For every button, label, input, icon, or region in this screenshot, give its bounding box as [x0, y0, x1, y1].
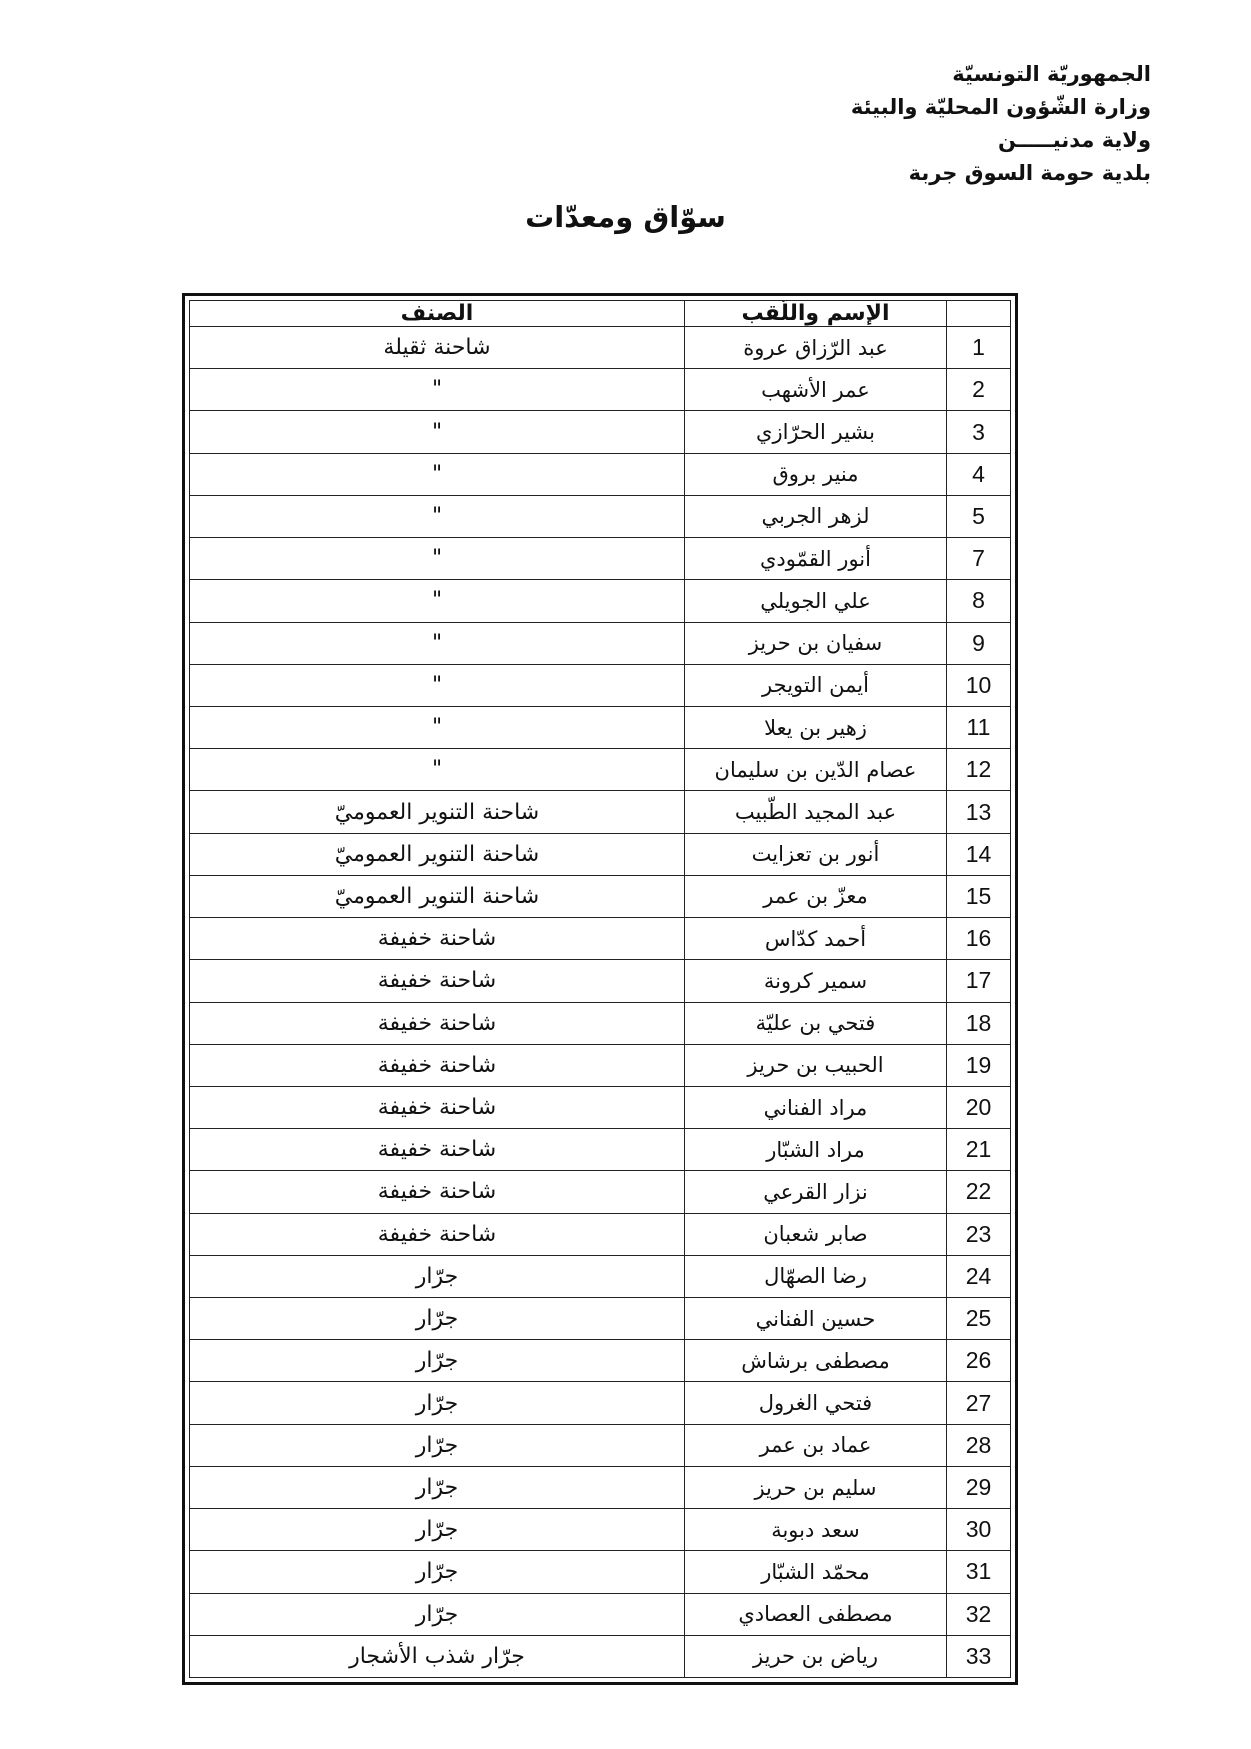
row-number: 32	[947, 1593, 1011, 1635]
table-row	[190, 1129, 1011, 1171]
table-row	[190, 1298, 1011, 1340]
row-name: عصام الدّين بن سليمان	[685, 749, 947, 791]
row-name: صابر شعبان	[685, 1213, 947, 1255]
table-row	[190, 1593, 1011, 1635]
row-name: الحبيب بن حريز	[685, 1044, 947, 1086]
row-name: عبد المجيد الطّبيب	[685, 791, 947, 833]
row-number: 27	[947, 1382, 1011, 1424]
row-number: 28	[947, 1424, 1011, 1466]
row-category: جرّار	[190, 1255, 685, 1297]
row-category: "	[190, 580, 685, 622]
row-name: منير بروق	[685, 453, 947, 495]
row-category: جرّار	[190, 1551, 685, 1593]
row-category: شاحنة خفيفة	[190, 1213, 685, 1255]
row-category: شاحنة خفيفة	[190, 1044, 685, 1086]
table-row	[190, 1635, 1011, 1677]
row-category: جرّار	[190, 1593, 685, 1635]
row-category: شاحنة التنوير العموميّ	[190, 833, 685, 875]
row-category: شاحنة خفيفة	[190, 1129, 685, 1171]
row-category: شاحنة التنوير العموميّ	[190, 791, 685, 833]
row-category: شاحنة خفيفة	[190, 960, 685, 1002]
row-number: 4	[947, 453, 1011, 495]
row-number: 20	[947, 1086, 1011, 1128]
table-row	[190, 960, 1011, 1002]
table-row	[190, 706, 1011, 748]
row-number: 11	[947, 706, 1011, 748]
row-name: عماد بن عمر	[685, 1424, 947, 1466]
table-row	[190, 875, 1011, 917]
table-body	[190, 327, 1011, 1678]
row-number: 30	[947, 1509, 1011, 1551]
column-header-number	[947, 301, 1011, 327]
table-row	[190, 918, 1011, 960]
row-name: بشير الحرّازي	[685, 411, 947, 453]
row-number: 25	[947, 1298, 1011, 1340]
row-category: "	[190, 369, 685, 411]
row-category: شاحنة خفيفة	[190, 1086, 685, 1128]
row-name: رضا الصهّال	[685, 1255, 947, 1297]
drivers-table-frame	[182, 293, 1018, 1685]
table-row	[190, 1551, 1011, 1593]
row-name: سعد دبوبة	[685, 1509, 947, 1551]
row-category: "	[190, 495, 685, 537]
row-name: أنور القمّودي	[685, 538, 947, 580]
table-row	[190, 1086, 1011, 1128]
row-number: 17	[947, 960, 1011, 1002]
row-category: "	[190, 538, 685, 580]
row-name: مراد الفناني	[685, 1086, 947, 1128]
table-row	[190, 495, 1011, 537]
row-name: عبد الرّزاق عروة	[685, 327, 947, 369]
column-header-name: الإسم واللّقب	[685, 301, 947, 327]
row-category: شاحنة ثقيلة	[190, 327, 685, 369]
row-number: 31	[947, 1551, 1011, 1593]
row-name: سمير كرونة	[685, 960, 947, 1002]
row-name: سفيان بن حريز	[685, 622, 947, 664]
row-category: شاحنة خفيفة	[190, 1171, 685, 1213]
column-header-category: الصنف	[190, 301, 685, 327]
table-row	[190, 1002, 1011, 1044]
table-row	[190, 1213, 1011, 1255]
row-category: جرّار	[190, 1466, 685, 1508]
document-title: سوّاق ومعدّات	[525, 200, 726, 234]
row-name: علي الجويلي	[685, 580, 947, 622]
row-category: "	[190, 706, 685, 748]
row-number: 8	[947, 580, 1011, 622]
row-name: محمّد الشبّار	[685, 1551, 947, 1593]
row-category: جرّار	[190, 1298, 685, 1340]
row-category: جرّار	[190, 1382, 685, 1424]
letterhead-line-republic: الجمهوريّة التونسيّة	[952, 62, 1151, 86]
row-category: جرّار	[190, 1509, 685, 1551]
row-name: نزار القرعي	[685, 1171, 947, 1213]
row-name: أيمن التويجر	[685, 664, 947, 706]
table-row	[190, 1171, 1011, 1213]
row-number: 21	[947, 1129, 1011, 1171]
row-number: 10	[947, 664, 1011, 706]
row-name: مصطفى برشاش	[685, 1340, 947, 1382]
row-number: 14	[947, 833, 1011, 875]
table-row	[190, 1255, 1011, 1297]
row-category: "	[190, 749, 685, 791]
table-row	[190, 453, 1011, 495]
row-category: جرّار	[190, 1340, 685, 1382]
row-category: جرّار شذب الأشجار	[190, 1635, 685, 1677]
row-name: حسين الفناني	[685, 1298, 947, 1340]
table-row	[190, 1424, 1011, 1466]
row-number: 5	[947, 495, 1011, 537]
table-row	[190, 1044, 1011, 1086]
row-name: سليم بن حريز	[685, 1466, 947, 1508]
row-number: 2	[947, 369, 1011, 411]
row-number: 24	[947, 1255, 1011, 1297]
table-row	[190, 622, 1011, 664]
table-row	[190, 833, 1011, 875]
table-row	[190, 327, 1011, 369]
row-category: شاحنة التنوير العموميّ	[190, 875, 685, 917]
row-category: "	[190, 411, 685, 453]
row-name: زهير بن يعلا	[685, 706, 947, 748]
row-category: جرّار	[190, 1424, 685, 1466]
table-row	[190, 1340, 1011, 1382]
row-number: 9	[947, 622, 1011, 664]
table-header-row	[190, 301, 1011, 327]
letterhead-line-ministry: وزارة الشّؤون المحليّة والبيئة	[850, 95, 1151, 119]
row-number: 26	[947, 1340, 1011, 1382]
row-name: مصطفى العصادي	[685, 1593, 947, 1635]
row-category: "	[190, 664, 685, 706]
table-row	[190, 580, 1011, 622]
row-category: شاحنة خفيفة	[190, 918, 685, 960]
row-number: 23	[947, 1213, 1011, 1255]
row-number: 22	[947, 1171, 1011, 1213]
letterhead-line-governorate: ولاية مدنيـــــن	[998, 128, 1151, 152]
row-number: 3	[947, 411, 1011, 453]
letterhead-line-municipality: بلدية حومة السوق جربة	[908, 161, 1151, 185]
row-category: شاحنة خفيفة	[190, 1002, 685, 1044]
row-number: 12	[947, 749, 1011, 791]
table-row	[190, 1509, 1011, 1551]
row-number: 7	[947, 538, 1011, 580]
table-row	[190, 664, 1011, 706]
table-row	[190, 369, 1011, 411]
row-name: مراد الشبّار	[685, 1129, 947, 1171]
table-row	[190, 411, 1011, 453]
row-name: فتحي بن عليّة	[685, 1002, 947, 1044]
row-number: 18	[947, 1002, 1011, 1044]
row-name: عمر الأشهب	[685, 369, 947, 411]
table-row	[190, 538, 1011, 580]
row-category: "	[190, 453, 685, 495]
row-number: 33	[947, 1635, 1011, 1677]
row-number: 15	[947, 875, 1011, 917]
row-name: أنور بن تعزايت	[685, 833, 947, 875]
row-category: "	[190, 622, 685, 664]
row-number: 19	[947, 1044, 1011, 1086]
drivers-table	[189, 300, 1011, 1678]
letterhead	[851, 58, 1151, 190]
row-name: لزهر الجربي	[685, 495, 947, 537]
row-number: 13	[947, 791, 1011, 833]
row-name: معزّ بن عمر	[685, 875, 947, 917]
row-number: 1	[947, 327, 1011, 369]
row-name: فتحي الغرول	[685, 1382, 947, 1424]
table-row	[190, 749, 1011, 791]
row-number: 29	[947, 1466, 1011, 1508]
table-row	[190, 1466, 1011, 1508]
row-number: 16	[947, 918, 1011, 960]
row-name: أحمد كدّاس	[685, 918, 947, 960]
table-row	[190, 791, 1011, 833]
table-row	[190, 1382, 1011, 1424]
row-name: رياض بن حريز	[685, 1635, 947, 1677]
